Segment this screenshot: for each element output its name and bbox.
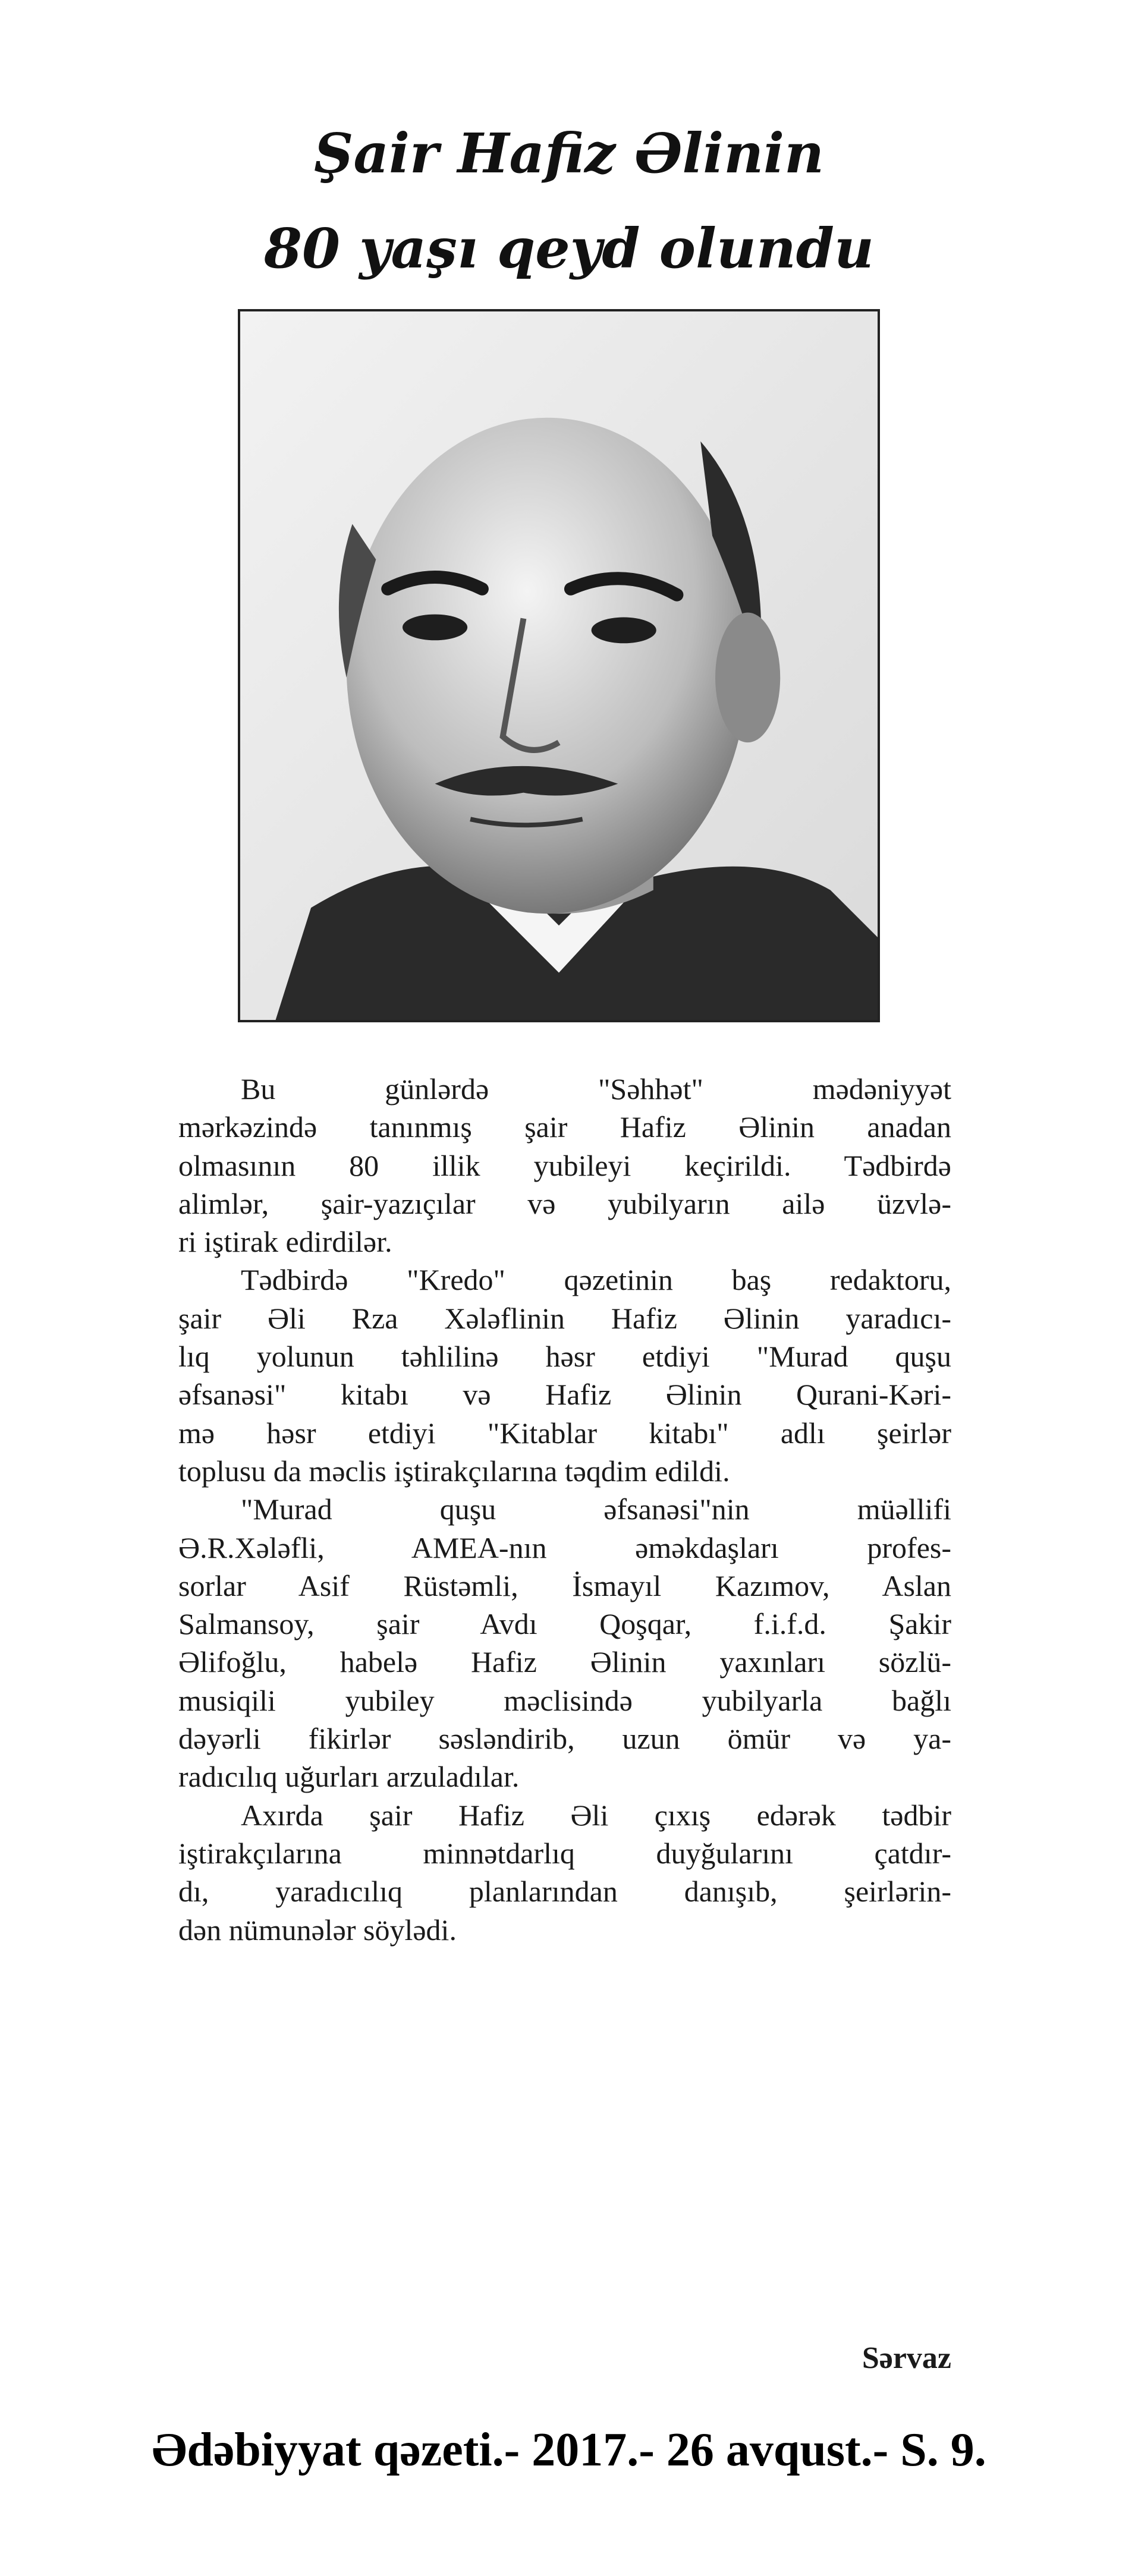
- headline-line-2: 80 yaşı qeyd olundu: [264, 216, 874, 281]
- text-line: radıcılıq uğurları arzuladılar.: [178, 1760, 520, 1794]
- article-paragraph: [178, 1070, 951, 1261]
- text-line: dəyərli fikirlər səsləndirib, uzun ömür və ya-: [178, 1722, 951, 1756]
- headline-line-1: Şair Hafiz Əlinin: [314, 121, 824, 185]
- article-paragraph: [178, 1490, 951, 1796]
- source-citation: Ədəbiyyat qəzeti.- 2017.- 26 avqust.- S. 9.: [152, 2424, 986, 2476]
- text-line: lıq yolunun təhlilinə həsr etdiyi "Murad quşu: [178, 1340, 951, 1374]
- text-line: Bu günlərdə "Səhhət" mədəniyyət: [241, 1072, 951, 1106]
- author-signature: Sərvaz: [862, 2341, 951, 2375]
- text-line: şair Əli Rza Xələflinin Hafiz Əlinin yaradıcı-: [178, 1301, 951, 1335]
- text-line: "Murad quşu əfsanəsi"nin müəllifi: [241, 1492, 951, 1526]
- text-line: alimlər, şair-yazıçılar və yubilyarın ailə üzvlə-: [178, 1186, 951, 1220]
- text-line: mərkəzində tanınmış şair Hafiz Əlinin anadan: [178, 1110, 951, 1144]
- portrait-photo: [238, 309, 880, 1022]
- text-line: dı, yaradıcılıq planlarından danışıb, şeirlərin-: [178, 1875, 951, 1909]
- article-paragraph: [178, 1261, 951, 1490]
- text-line: sorlar Asif Rüstəmli, İsmayıl Kazımov, Aslan: [178, 1569, 951, 1602]
- text-line: dən nümunələr söylədi.: [178, 1913, 457, 1947]
- article-paragraph: [178, 1796, 951, 1949]
- text-line: Əlifoğlu, habelə Hafiz Əlinin yaxınları sözlü-: [178, 1645, 951, 1679]
- text-line: iştirakçılarına minnətdarlıq duyğularını çatdır-: [178, 1836, 951, 1870]
- text-line: Salmansoy, şair Avdı Qoşqar, f.i.f.d. Şakir: [178, 1607, 951, 1641]
- text-line: əfsanəsi" kitabı və Hafiz Əlinin Qurani-Kəri-: [178, 1378, 951, 1412]
- article-body: [178, 1070, 951, 1949]
- portrait-image: [240, 311, 878, 1020]
- text-line: olmasının 80 illik yubileyi keçirildi. Tədbirdə: [178, 1148, 951, 1182]
- text-line: Tədbirdə "Kredo" qəzetinin baş redaktoru,: [241, 1263, 951, 1297]
- text-line: musiqili yubiley məclisində yubilyarla bağlı: [178, 1683, 951, 1717]
- text-line: toplusu da məclis iştirakçılarına təqdim edildi.: [178, 1454, 730, 1488]
- text-line: Axırda şair Hafiz Əli çıxış edərək tədbir: [241, 1798, 951, 1832]
- text-line: mə həsr etdiyi "Kitablar kitabı" adlı şeirlər: [178, 1416, 951, 1450]
- text-line: ri iştirak edirdilər.: [178, 1225, 392, 1259]
- text-line: Ə.R.Xələfli, AMEA-nın əməkdaşları profes-: [178, 1531, 951, 1564]
